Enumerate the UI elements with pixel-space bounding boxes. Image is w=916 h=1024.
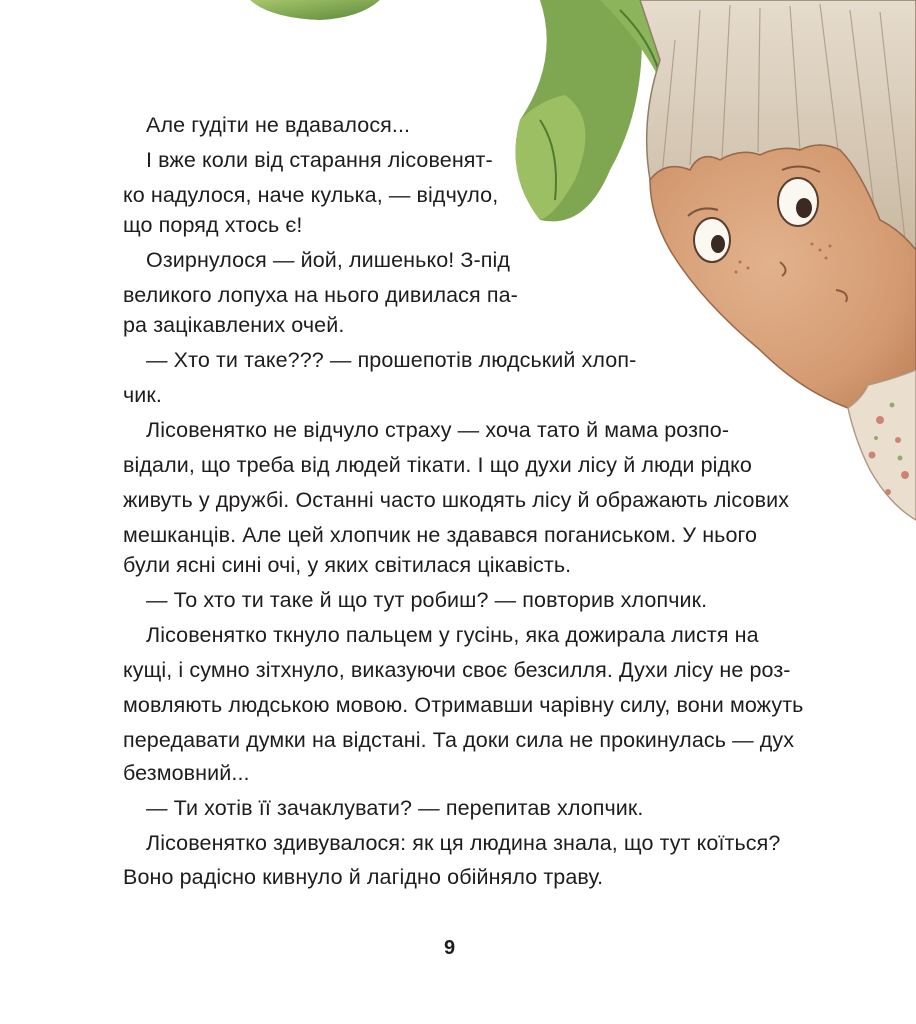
story-line: були ясні сині очі, у яких світилася цікавість. xyxy=(123,553,572,577)
story-line: Лісовенятко здивувалося: як ця людина знала, що тут коїться? xyxy=(146,831,781,855)
story-line: безмовний... xyxy=(123,761,250,785)
story-line: І вже коли від старання лісовенят- xyxy=(146,148,493,172)
story-line: чик. xyxy=(123,383,162,407)
story-line: мовляють людською мовою. Отримавши чарівну силу, вони можуть xyxy=(123,693,804,717)
page-number: 9 xyxy=(444,937,456,959)
story-line: Озирнулося — йой, лишенько! З-під xyxy=(146,248,511,272)
story-line: Але гудіти не вдавалося... xyxy=(146,113,411,137)
story-line: Воно радісно кивнуло й лагідно обійняло траву. xyxy=(123,865,604,889)
story-line: Лісовенятко не відчуло страху — хоча тато й мама розпо- xyxy=(146,418,730,442)
story-line: що поряд хтось є! xyxy=(123,213,303,237)
story-line: — Хто ти таке??? — прошепотів людський хлоп- xyxy=(146,348,637,372)
story-line: ко надулося, наче кулька, — відчуло, xyxy=(123,183,499,207)
story-line: відали, що треба від людей тікати. І що духи лісу й люди рідко xyxy=(123,453,752,477)
story-line: кущі, і сумно зітхнуло, виказуючи своє безсилля. Духи лісу не роз- xyxy=(123,658,791,682)
story-line: — Ти хотів її зачаклувати? — перепитав хлопчик. xyxy=(146,796,644,820)
story-line: великого лопуха на нього дивилася па- xyxy=(123,283,518,307)
story-line: Лісовенятко ткнуло пальцем у гусінь, яка дожирала листя на xyxy=(146,623,759,647)
story-line: — То хто ти таке й що тут робиш? — повторив хлопчик. xyxy=(146,588,708,612)
story-line: ра зацікавлених очей. xyxy=(123,313,345,337)
story-line: живуть у дружбі. Останні часто шкодять лісу й ображають лісових xyxy=(123,488,790,512)
story-line: мешканців. Але цей хлопчик не здавався поганиськом. У нього xyxy=(123,523,758,547)
story-line: передавати думки на відстані. Та доки сила не прокинулась — дух xyxy=(123,728,795,752)
